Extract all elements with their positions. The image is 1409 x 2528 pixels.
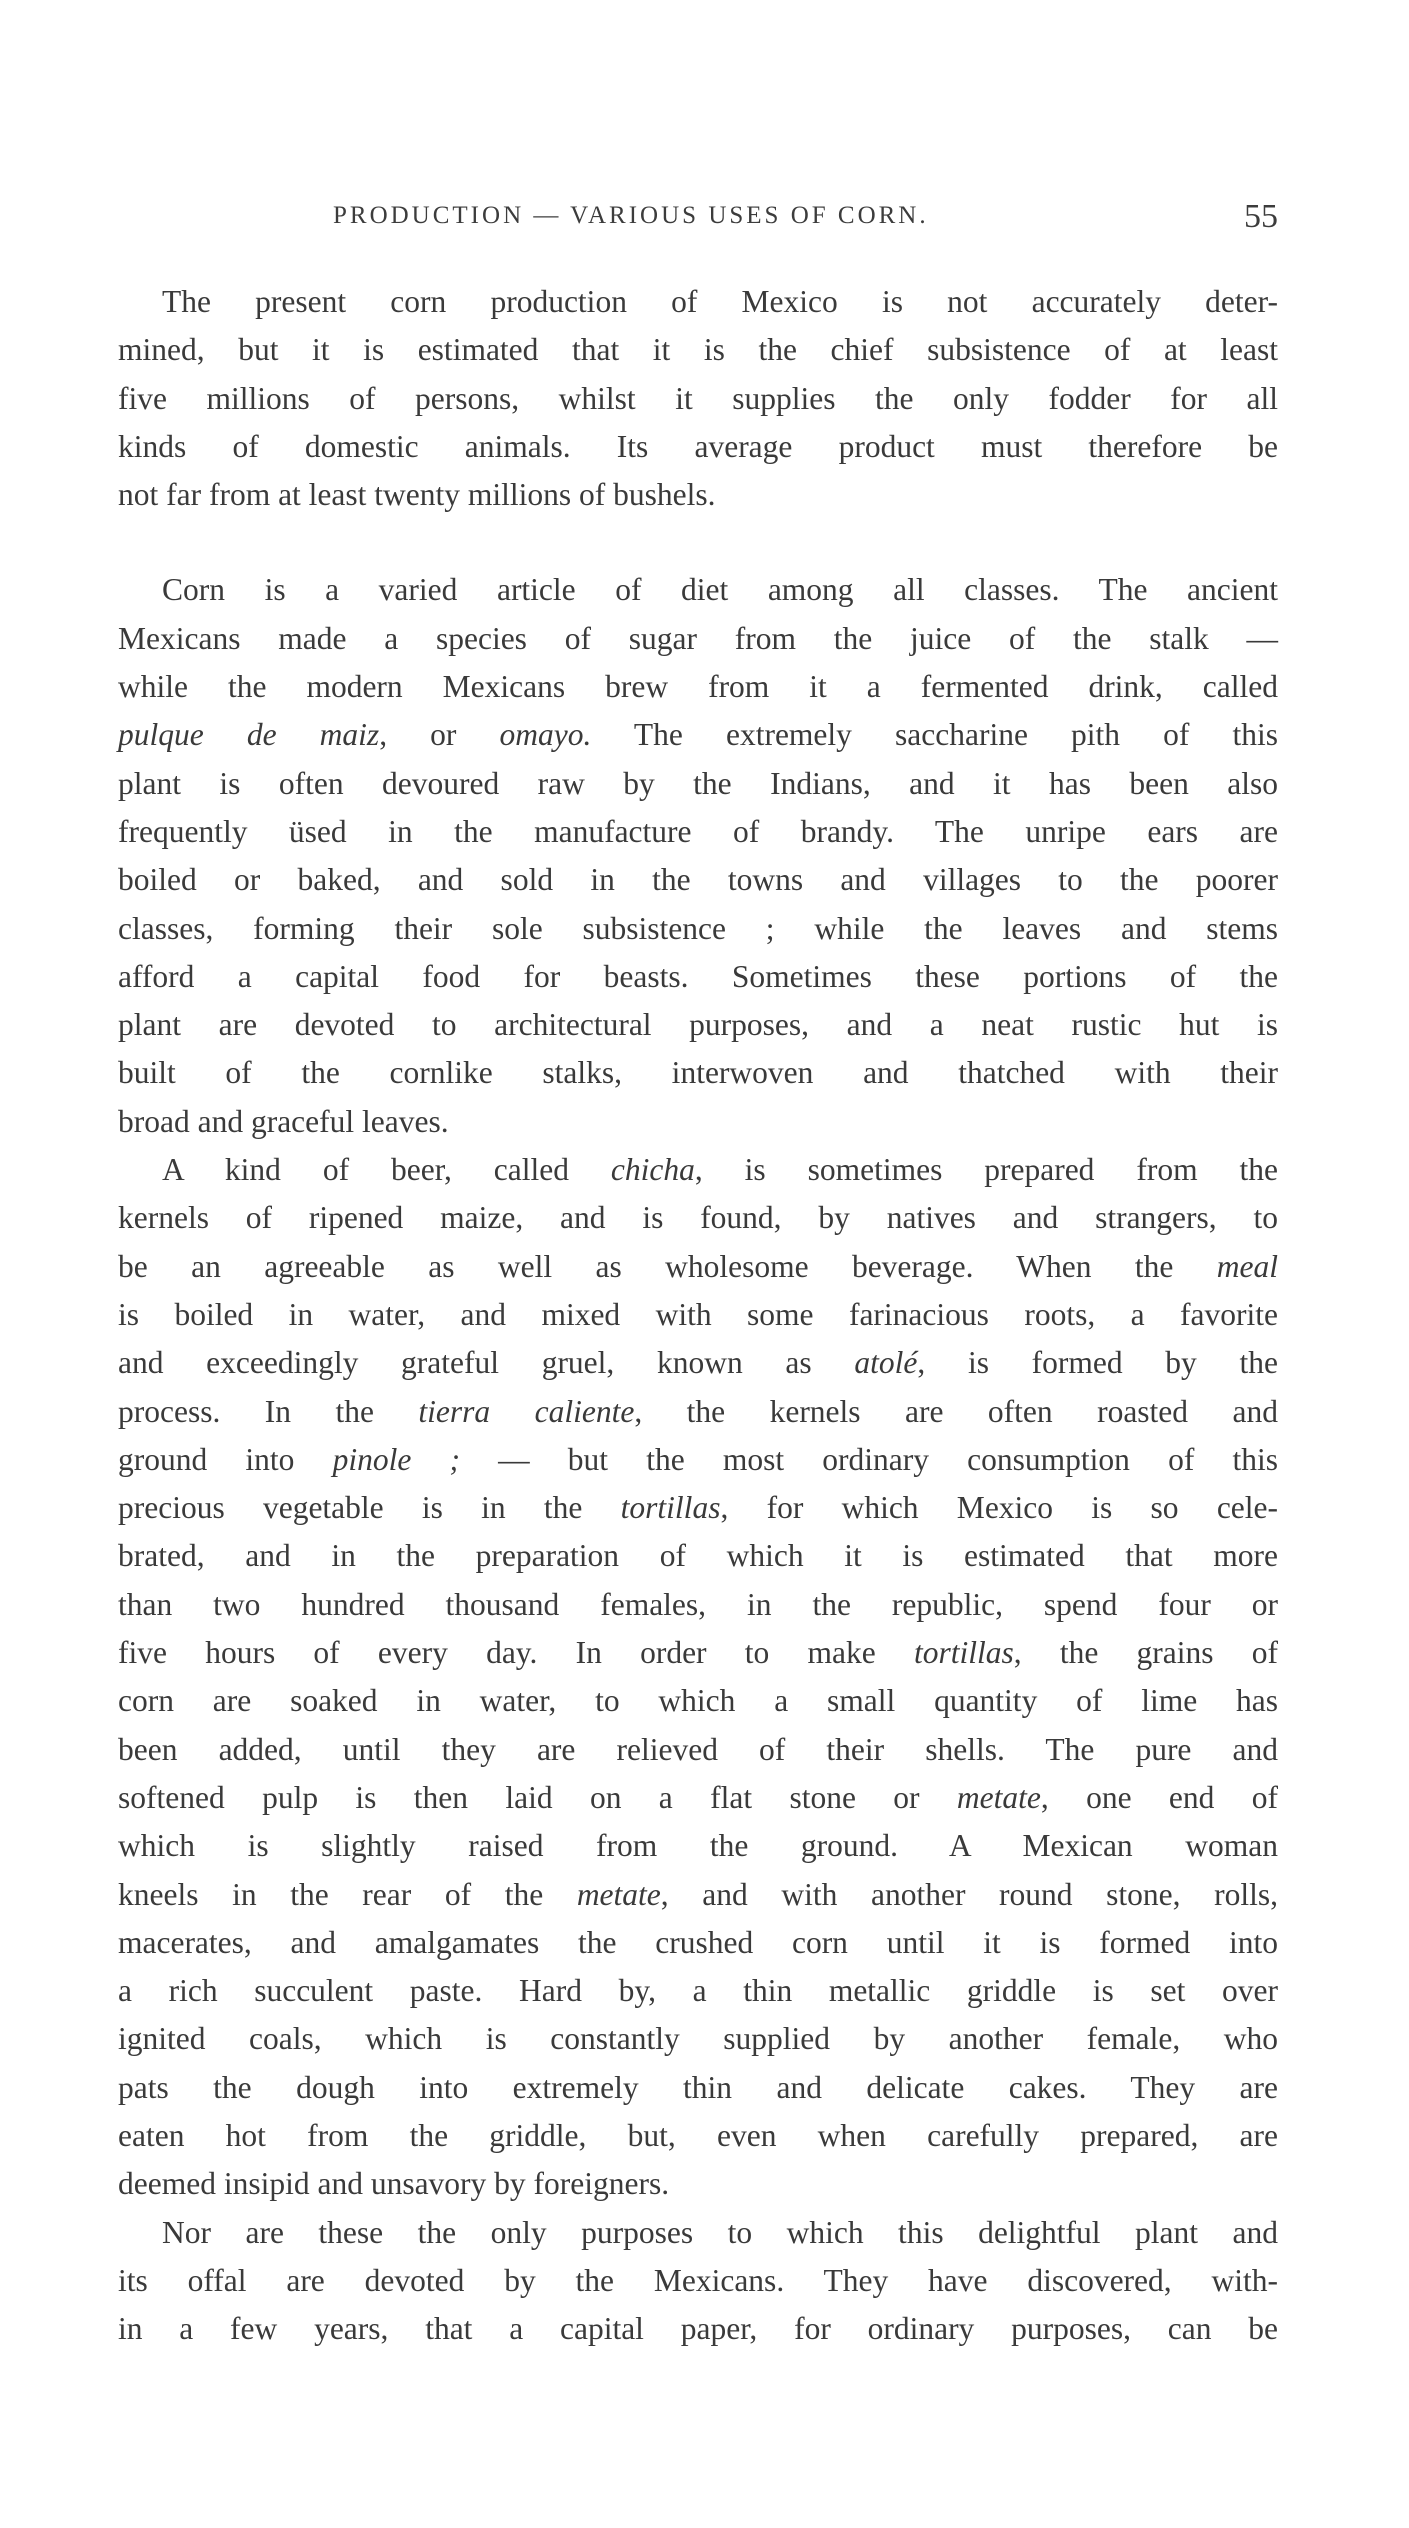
text-run: — but the most ordinary consumption of this [459, 1441, 1278, 1477]
text-run: corn are soaked in water, to which a small quantity of lime has [118, 1683, 1278, 1719]
text-run: classes, forming their sole subsistence ; while the leaves and stems [118, 910, 1278, 946]
body-text [118, 278, 1278, 2353]
text-line [118, 905, 1278, 953]
text-line [118, 2257, 1278, 2305]
italic-term: omayo. [499, 717, 592, 753]
text-run: macerates, and amalgamates the crushed corn until it is formed into [118, 1924, 1278, 1960]
text-run: kinds of domestic animals. Its average product must therefore be [118, 428, 1278, 464]
text-line [118, 953, 1278, 1001]
text-run: pats the dough into extremely thin and delicate cakes. They are [118, 2069, 1278, 2105]
text-line [118, 423, 1278, 471]
text-line [118, 1581, 1278, 1629]
paragraph-gap [118, 519, 1278, 566]
text-line [118, 1243, 1278, 1291]
text-line [118, 615, 1278, 663]
text-run: in a few years, that a capital paper, for ordinary purposes, can be [118, 2311, 1278, 2347]
text-run: frequently üsed in the manufacture of brandy. The unripe ears are [118, 813, 1278, 849]
text-run: eaten hot from the griddle, but, even when carefully prepared, are [118, 2117, 1278, 2153]
paragraph [118, 566, 1278, 1146]
text-run: softened pulp is then laid on a flat stone or [118, 1779, 957, 1815]
text-run: a rich succulent paste. Hard by, a thin metallic griddle is set over [118, 1973, 1278, 2009]
text-run: The extremely saccharine pith of this [591, 717, 1278, 753]
italic-term: meal [1216, 1248, 1278, 1284]
text-run: brated, and in the preparation of which it is estimated that more [118, 1538, 1278, 1574]
text-line [118, 1484, 1278, 1532]
text-run: five millions of persons, whilst it supplies the only fodder for all [118, 380, 1278, 416]
text-line [118, 566, 1278, 614]
text-run: five hours of every day. In order to make [118, 1635, 914, 1671]
text-line [118, 808, 1278, 856]
text-run: , or [379, 717, 500, 753]
text-run: which is slightly raised from the ground. A Mexican woman [118, 1828, 1278, 1864]
text-run: The present corn production of Mexico is not accurately deter- [162, 284, 1278, 319]
italic-term: pulque de maiz [118, 717, 380, 753]
italic-term: atolé [854, 1345, 918, 1381]
text-line [118, 1822, 1278, 1870]
text-run: is boiled in water, and mixed with some farinacious roots, a favorite [118, 1296, 1278, 1332]
running-head [118, 198, 1278, 238]
italic-term: tortillas [913, 1635, 1014, 1671]
text-run: ignited coals, which is constantly supplied by another female, who [118, 2021, 1278, 2057]
text-line [118, 2209, 1278, 2257]
text-run: , the kernels are often roasted and [634, 1393, 1278, 1429]
text-line [118, 1532, 1278, 1580]
text-line [118, 1726, 1278, 1774]
text-line [118, 278, 1278, 326]
italic-term: tierra caliente [418, 1393, 635, 1429]
text-line [118, 1967, 1278, 2015]
text-line [118, 326, 1278, 374]
text-run: , is formed by the [917, 1345, 1278, 1381]
text-run: precious vegetable is in the [118, 1490, 621, 1526]
text-line [118, 711, 1278, 759]
text-run: built of the cornlike stalks, interwoven and thatched with their [118, 1055, 1278, 1091]
text-line [118, 471, 1278, 519]
text-line [118, 2064, 1278, 2112]
text-run: A kind of beer, called [162, 1152, 611, 1188]
italic-term: pinole ; [332, 1441, 460, 1477]
running-title: PRODUCTION — VARIOUS USES OF CORN. [333, 202, 929, 229]
text-line [118, 1049, 1278, 1097]
text-run: be an agreeable as well as wholesome beverage. When the [118, 1248, 1217, 1284]
text-line [118, 1291, 1278, 1339]
text-run: while the modern Mexicans brew from it a fermented drink, called [118, 669, 1278, 705]
text-line [118, 1001, 1278, 1049]
text-run: than two hundred thousand females, in the republic, spend four or [118, 1586, 1278, 1622]
text-run: , the grains of [1013, 1635, 1278, 1671]
text-line [118, 1677, 1278, 1725]
text-line [118, 1629, 1278, 1677]
text-run: its offal are devoted by the Mexicans. They have discovered, with- [118, 2262, 1278, 2298]
page-number: 55 [1244, 198, 1278, 235]
text-run: Mexicans made a species of sugar from the juice of the stalk — [118, 620, 1278, 656]
text-line [118, 1919, 1278, 1967]
text-line [118, 1098, 1278, 1146]
text-line [118, 2112, 1278, 2160]
text-run: not far from at least twenty millions of bushels. [118, 477, 716, 513]
italic-term: metate [576, 1876, 661, 1912]
text-run: and exceedingly grateful gruel, known as [118, 1345, 855, 1381]
text-run: plant are devoted to architectural purposes, and a neat rustic hut is [118, 1007, 1278, 1043]
text-run: been added, until they are relieved of their shells. The pure and [118, 1731, 1278, 1767]
italic-term: chicha [610, 1152, 695, 1188]
text-line [118, 1774, 1278, 1822]
text-line [118, 1388, 1278, 1436]
text-run: deemed insipid and unsavory by foreigners. [118, 2166, 670, 2202]
text-run: , one end of [1040, 1779, 1278, 1815]
text-run: process. In the [118, 1393, 419, 1429]
text-run: kneels in the rear of the [118, 1876, 577, 1912]
text-line [118, 2015, 1278, 2063]
text-run: , is sometimes prepared from the [694, 1152, 1278, 1188]
text-line [118, 1871, 1278, 1919]
text-run: Corn is a varied article of diet among all classes. The ancient [162, 572, 1278, 608]
text-run: , for which Mexico is so cele- [720, 1490, 1278, 1526]
text-line [118, 1194, 1278, 1242]
text-run: afford a capital food for beasts. Sometimes these portions of the [118, 958, 1278, 994]
text-line [118, 1436, 1278, 1484]
text-run: boiled or baked, and sold in the towns and villages to the poorer [118, 862, 1278, 898]
italic-term: tortillas [620, 1490, 721, 1526]
text-line [118, 2160, 1278, 2208]
text-line [118, 663, 1278, 711]
text-run: broad and graceful leaves. [118, 1103, 449, 1139]
text-run: , and with another round stone, rolls, [660, 1876, 1279, 1912]
text-line [118, 856, 1278, 904]
text-line [118, 1146, 1278, 1194]
text-run: plant is often devoured raw by the Indians, and it has been also [118, 765, 1278, 801]
text-line [118, 375, 1278, 423]
text-line [118, 1339, 1278, 1387]
paragraph [118, 278, 1278, 519]
italic-term: metate [956, 1779, 1041, 1815]
paragraph [118, 1146, 1278, 2209]
text-run: mined, but it is estimated that it is the chief subsistence of at least [118, 332, 1278, 368]
text-line [118, 760, 1278, 808]
text-line [118, 2305, 1278, 2353]
paragraph [118, 2209, 1278, 2354]
text-run: kernels of ripened maize, and is found, by natives and strangers, to [118, 1200, 1278, 1236]
text-run: Nor are these the only purposes to which this delightful plant and [162, 2214, 1278, 2250]
text-run: ground into [118, 1441, 333, 1477]
